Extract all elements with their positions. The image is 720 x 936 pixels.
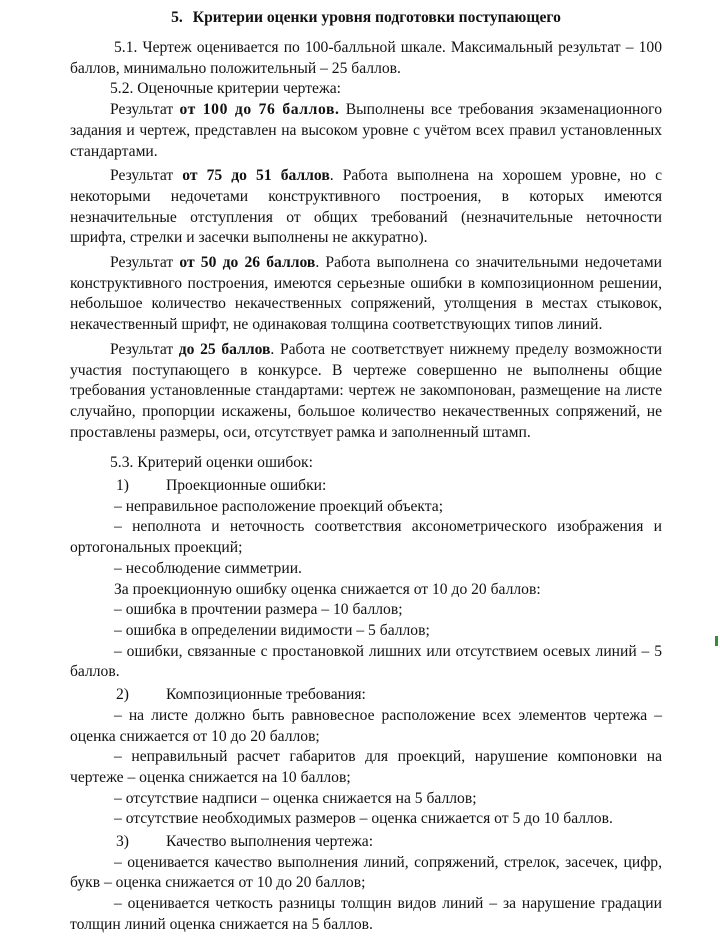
result-50-26: Результат от 50 до 26 баллов. Работа выполнена со значительными недочетами конструктивного построения, имеются серьезные ошибки в композиционном решении, небольшое количество некачественных сопряжений, утолщения в местах стыковок, некачественный шрифт, не одинаковая толщина соответствующих типов линий.: [70, 254, 662, 334]
result-25: Результат до 25 баллов. Работа не соответствует нижнему пределу возможности участия поступающего в конкурсе. В чертеже совершенно не выполнены общие требования установленные стандартами: чертеж не закомпонован, размещение на листе случайно, пропорции искажены, большое количество некачественных сопряжений, не проставлены размеры, оси, отсутствует рамка и заполненный штамп.: [70, 340, 662, 441]
section-number: 5.: [171, 9, 183, 26]
list-item: – ошибки, связанные с простановкой лишних или отсутствием осевых линий – 5 баллов.: [70, 642, 662, 681]
group-title: Проекционные ошибки:: [166, 477, 327, 495]
list-item: – оценивается качество выполнения линий, сопряжений, стрелок, засечек, цифр, букв – оценка снижается от 10 до 20 баллов;: [70, 853, 662, 892]
penalty-note: За проекционную ошибку оценка снижается от 10 до 20 баллов:: [114, 580, 541, 598]
list-item: – несоблюдение симметрии.: [114, 559, 302, 577]
section-title: Критерии оценки уровня подготовки поступающего: [192, 9, 561, 26]
section-heading: [70, 8, 662, 28]
list-item: – неправильный расчет габаритов для проекций, нарушение компоновки на чертеже – оценка снижается на 10 баллов;: [70, 748, 662, 786]
group-title: Качество выполнения чертежа:: [166, 833, 374, 851]
paragraph-5-3: 5.3. Критерий оценки ошибок:: [110, 454, 313, 472]
group-title: Композиционные требования:: [166, 686, 366, 704]
result-range-bold: от 100 до 76 баллов.: [179, 101, 340, 119]
list-item: – оценивается четкость разницы толщин видов линий – за нарушение градации толщин линий оценка снижается на 5 баллов.: [70, 895, 662, 933]
group-number: 1): [116, 477, 129, 495]
result-range-bold: от 75 до 51 баллов: [182, 167, 330, 185]
list-item: – неправильное расположение проекций объекта;: [114, 497, 444, 515]
list-item: – ошибка в прочтении размера – 10 баллов;: [114, 601, 403, 619]
group-number: 3): [116, 833, 129, 851]
group-projection: [70, 476, 662, 497]
list-item: – на листе должно быть равновесное расположение всех элементов чертежа – оценка снижается от 10 до 20 баллов;: [70, 706, 662, 745]
list-item: – отсутствие надписи – оценка снижается на 5 баллов;: [114, 789, 477, 807]
result-75-51: Результат от 75 до 51 баллов. Работа выполнена на хорошем уровне, но с некоторыми недочетами конструктивного построения, в которых имеются незначительные отступления от общих требований (незначительные неточности шрифта, стрелки и засечки выполнены не аккуратно).: [70, 167, 663, 247]
result-range-bold: до 25 баллов: [178, 340, 271, 358]
result-100-76: Результат от 100 до 76 баллов. Выполнены все требования экзаменационного задания и чертеж, представлен на высоком уровне с учётом всех правил установленных стандартами.: [70, 101, 662, 160]
list-item: – отсутствие необходимых размеров – оценка снижается от 5 до 10 баллов.: [114, 810, 613, 828]
group-composition: [70, 685, 662, 706]
paragraph-5-2: 5.2. Оценочные критерии чертежа:: [110, 80, 341, 98]
paragraph-5-1: 5.1. Чертеж оценивается по 100-балльной шкале. Максимальный результат – 100 баллов, минимально положительный – 25 баллов.: [70, 39, 662, 77]
margin-mark: [715, 636, 718, 646]
result-range-bold: от 50 до 26 баллов: [179, 254, 316, 272]
list-item: – неполнота и неточность соответствия аксонометрического изображения и ортогональных проекций;: [70, 518, 662, 557]
group-quality: [70, 832, 662, 853]
group-number: 2): [116, 686, 129, 704]
list-item: – ошибка в определении видимости – 5 баллов;: [114, 621, 430, 639]
